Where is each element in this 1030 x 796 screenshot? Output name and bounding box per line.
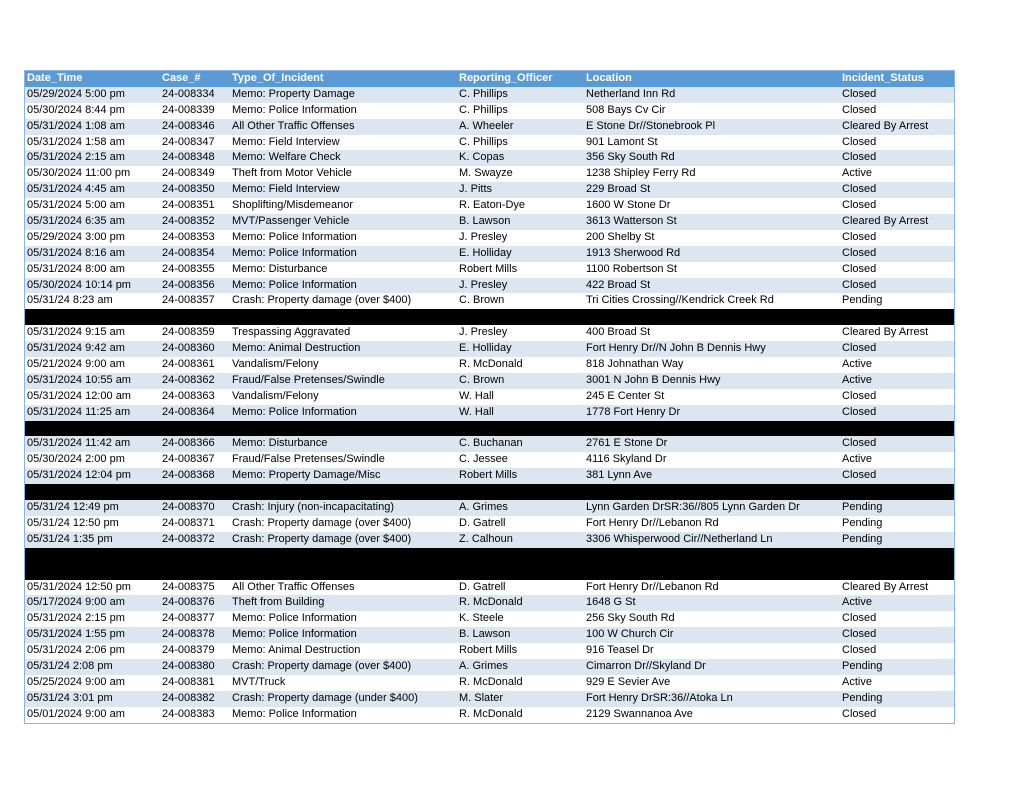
cell-type-of-incident: Memo: Disturbance xyxy=(232,262,328,275)
table-row xyxy=(25,659,954,675)
incident-table xyxy=(24,70,955,724)
cell-case-number: 24-008347 xyxy=(162,135,215,148)
table-row xyxy=(25,214,954,230)
cell-date-time: 05/31/2024 11:25 am xyxy=(27,405,131,418)
cell-type-of-incident: Memo: Police Information xyxy=(232,278,357,291)
redacted-row xyxy=(25,564,954,580)
cell-date-time: 05/31/24 1:35 pm xyxy=(27,532,113,545)
table-row xyxy=(25,325,954,341)
cell-type-of-incident: MVT/Passenger Vehicle xyxy=(232,215,350,228)
cell-reporting-officer: B. Lawson xyxy=(459,215,511,228)
cell-location: 1913 Sherwood Rd xyxy=(586,246,681,259)
cell-case-number: 24-008375 xyxy=(162,580,215,593)
cell-reporting-officer: Robert Mills xyxy=(459,644,518,657)
cell-reporting-officer: R. McDonald xyxy=(459,675,523,688)
cell-type-of-incident: Memo: Police Information xyxy=(232,230,357,243)
cell-reporting-officer: Z. Calhoun xyxy=(459,532,513,545)
cell-reporting-officer: J. Presley xyxy=(459,278,508,291)
cell-date-time: 05/31/24 12:49 pm xyxy=(27,501,119,514)
cell-date-time: 05/31/24 12:50 pm xyxy=(27,516,119,529)
cell-reporting-officer: D. Gatrell xyxy=(459,580,506,593)
table-row xyxy=(25,643,954,659)
header-incident-status: Incident_Status xyxy=(842,72,924,84)
cell-incident-status: Cleared By Arrest xyxy=(842,580,929,593)
cell-location: 356 Sky South Rd xyxy=(586,151,675,164)
table-row xyxy=(25,87,954,103)
cell-incident-status: Closed xyxy=(842,707,877,720)
cell-reporting-officer: W. Hall xyxy=(459,405,494,418)
cell-reporting-officer: J. Pitts xyxy=(459,183,493,196)
cell-location: Tri Cities Crossing//Kendrick Creek Rd xyxy=(586,294,774,307)
cell-incident-status: Closed xyxy=(842,405,877,418)
cell-incident-status: Closed xyxy=(842,278,877,291)
cell-incident-status: Closed xyxy=(842,262,877,275)
cell-incident-status: Active xyxy=(842,358,872,371)
cell-incident-status: Active xyxy=(842,373,872,386)
cell-reporting-officer: C. Brown xyxy=(459,373,505,386)
cell-type-of-incident: MVT/Truck xyxy=(232,675,286,688)
cell-date-time: 05/31/2024 12:04 pm xyxy=(27,469,131,482)
cell-case-number: 24-008364 xyxy=(162,405,215,418)
table-row xyxy=(25,150,954,166)
cell-type-of-incident: Crash: Property damage (over $400) xyxy=(232,294,412,307)
table-row xyxy=(25,135,954,151)
table-row xyxy=(25,691,954,707)
cell-case-number: 24-008379 xyxy=(162,644,215,657)
cell-case-number: 24-008334 xyxy=(162,87,215,100)
cell-location: 2761 E Stone Dr xyxy=(586,437,668,450)
cell-reporting-officer: C. Buchanan xyxy=(459,437,523,450)
cell-type-of-incident: Crash: Property damage (under $400) xyxy=(232,691,418,704)
cell-incident-status: Closed xyxy=(842,612,877,625)
cell-incident-status: Pending xyxy=(842,659,883,672)
cell-case-number: 24-008363 xyxy=(162,389,215,402)
cell-case-number: 24-008356 xyxy=(162,278,215,291)
cell-reporting-officer: J. Presley xyxy=(459,230,508,243)
cell-reporting-officer: A. Grimes xyxy=(459,659,508,672)
cell-location: Fort Henry Dr//Lebanon Rd xyxy=(586,580,719,593)
cell-date-time: 05/31/24 3:01 pm xyxy=(27,691,113,704)
cell-type-of-incident: Memo: Disturbance xyxy=(232,437,328,450)
cell-case-number: 24-008383 xyxy=(162,707,215,720)
redacted-row xyxy=(25,548,954,564)
cell-case-number: 24-008353 xyxy=(162,230,215,243)
cell-type-of-incident: Vandalism/Felony xyxy=(232,389,319,402)
cell-reporting-officer: A. Grimes xyxy=(459,501,508,514)
cell-location: 100 W Church Cir xyxy=(586,628,674,641)
header-type-of-incident: Type_Of_Incident xyxy=(232,72,324,84)
cell-location: Fort Henry DrSR:36//Atoka Ln xyxy=(586,691,733,704)
cell-date-time: 05/31/2024 10:55 am xyxy=(27,373,131,386)
table-row xyxy=(25,532,954,548)
cell-incident-status: Closed xyxy=(842,437,877,450)
cell-type-of-incident: All Other Traffic Offenses xyxy=(232,119,355,132)
cell-case-number: 24-008355 xyxy=(162,262,215,275)
cell-type-of-incident: Memo: Field Interview xyxy=(232,183,340,196)
cell-case-number: 24-008352 xyxy=(162,215,215,228)
cell-incident-status: Cleared By Arrest xyxy=(842,326,929,339)
cell-case-number: 24-008362 xyxy=(162,373,215,386)
cell-location: Fort Henry Dr//Lebanon Rd xyxy=(586,516,719,529)
cell-incident-status: Closed xyxy=(842,151,877,164)
cell-case-number: 24-008370 xyxy=(162,501,215,514)
cell-reporting-officer: R. McDonald xyxy=(459,358,523,371)
cell-incident-status: Closed xyxy=(842,342,877,355)
cell-incident-status: Closed xyxy=(842,87,877,100)
cell-reporting-officer: K. Steele xyxy=(459,612,504,625)
cell-case-number: 24-008366 xyxy=(162,437,215,450)
cell-location: 200 Shelby St xyxy=(586,230,655,243)
table-row xyxy=(25,341,954,357)
cell-reporting-officer: M. Swayze xyxy=(459,167,513,180)
cell-incident-status: Closed xyxy=(842,628,877,641)
cell-incident-status: Pending xyxy=(842,532,883,545)
cell-case-number: 24-008348 xyxy=(162,151,215,164)
cell-location: Lynn Garden DrSR:36//805 Lynn Garden Dr xyxy=(586,501,800,514)
table-row xyxy=(25,405,954,421)
cell-incident-status: Active xyxy=(842,596,872,609)
cell-reporting-officer: Robert Mills xyxy=(459,469,518,482)
cell-case-number: 24-008360 xyxy=(162,342,215,355)
cell-type-of-incident: Memo: Police Information xyxy=(232,707,357,720)
cell-reporting-officer: M. Slater xyxy=(459,691,504,704)
cell-location: 381 Lynn Ave xyxy=(586,469,653,482)
cell-date-time: 05/31/2024 2:15 am xyxy=(27,151,125,164)
cell-reporting-officer: C. Phillips xyxy=(459,103,508,116)
cell-location: 4116 Skyland Dr xyxy=(586,453,667,466)
cell-location: 1648 G St xyxy=(586,596,636,609)
cell-case-number: 24-008339 xyxy=(162,103,215,116)
table-row xyxy=(25,230,954,246)
cell-reporting-officer: R. Eaton-Dye xyxy=(459,199,526,212)
cell-type-of-incident: Memo: Field Interview xyxy=(232,135,340,148)
cell-location: 245 E Center St xyxy=(586,389,665,402)
cell-incident-status: Pending xyxy=(842,516,883,529)
cell-reporting-officer: R. McDonald xyxy=(459,596,523,609)
cell-incident-status: Closed xyxy=(842,103,877,116)
cell-incident-status: Active xyxy=(842,167,872,180)
cell-reporting-officer: W. Hall xyxy=(459,389,494,402)
cell-date-time: 05/31/2024 8:00 am xyxy=(27,262,125,275)
cell-reporting-officer: Robert Mills xyxy=(459,262,518,275)
table-row xyxy=(25,262,954,278)
cell-incident-status: Closed xyxy=(842,246,877,259)
cell-case-number: 24-008381 xyxy=(162,675,215,688)
cell-location: 929 E Sevier Ave xyxy=(586,675,671,688)
cell-reporting-officer: D. Gatrell xyxy=(459,516,506,529)
cell-case-number: 24-008350 xyxy=(162,183,215,196)
cell-location: 3613 Watterson St xyxy=(586,215,677,228)
cell-incident-status: Pending xyxy=(842,294,883,307)
cell-location: 916 Teasel Dr xyxy=(586,644,654,657)
cell-type-of-incident: Memo: Police Information xyxy=(232,628,357,641)
cell-date-time: 05/31/2024 9:15 am xyxy=(27,326,125,339)
cell-location: 400 Broad St xyxy=(586,326,651,339)
table-row xyxy=(25,595,954,611)
cell-type-of-incident: Vandalism/Felony xyxy=(232,358,319,371)
cell-location: 256 Sky South Rd xyxy=(586,612,675,625)
table-row xyxy=(25,182,954,198)
cell-case-number: 24-008368 xyxy=(162,469,215,482)
cell-date-time: 05/31/2024 11:42 am xyxy=(27,437,131,450)
table-row xyxy=(25,103,954,119)
cell-reporting-officer: C. Phillips xyxy=(459,87,508,100)
cell-type-of-incident: Memo: Welfare Check xyxy=(232,151,341,164)
table-row xyxy=(25,389,954,405)
header-date-time: Date_Time xyxy=(27,72,83,84)
table-row xyxy=(25,675,954,691)
cell-type-of-incident: Theft from Motor Vehicle xyxy=(232,167,352,180)
table-row xyxy=(25,452,954,468)
cell-location: 1100 Robertson St xyxy=(586,262,677,275)
cell-date-time: 05/31/2024 1:58 am xyxy=(27,135,125,148)
cell-date-time: 05/31/2024 2:15 pm xyxy=(27,612,125,625)
cell-date-time: 05/31/2024 1:08 am xyxy=(27,119,125,132)
table-row xyxy=(25,516,954,532)
table-row xyxy=(25,707,954,723)
cell-date-time: 05/17/2024 9:00 am xyxy=(27,596,125,609)
cell-location: 1778 Fort Henry Dr xyxy=(586,405,681,418)
cell-incident-status: Closed xyxy=(842,199,877,212)
cell-case-number: 24-008371 xyxy=(162,516,215,529)
table-row xyxy=(25,436,954,452)
cell-date-time: 05/31/2024 5:00 am xyxy=(27,199,125,212)
cell-case-number: 24-008357 xyxy=(162,294,215,307)
cell-date-time: 05/31/2024 9:42 am xyxy=(27,342,125,355)
cell-date-time: 05/31/2024 4:45 am xyxy=(27,183,125,196)
cell-case-number: 24-008346 xyxy=(162,119,215,132)
cell-incident-status: Active xyxy=(842,453,872,466)
cell-type-of-incident: Memo: Police Information xyxy=(232,246,357,259)
cell-type-of-incident: Crash: Property damage (over $400) xyxy=(232,659,412,672)
table-row xyxy=(25,166,954,182)
cell-reporting-officer: A. Wheeler xyxy=(459,119,514,132)
table-row xyxy=(25,627,954,643)
cell-date-time: 05/31/24 8:23 am xyxy=(27,294,113,307)
cell-date-time: 05/30/2024 10:14 pm xyxy=(27,278,131,291)
redacted-row xyxy=(25,421,954,437)
table-body xyxy=(25,87,954,723)
cell-case-number: 24-008382 xyxy=(162,691,215,704)
table-row xyxy=(25,500,954,516)
cell-case-number: 24-008376 xyxy=(162,596,215,609)
cell-case-number: 24-008354 xyxy=(162,246,215,259)
table-row xyxy=(25,611,954,627)
cell-type-of-incident: Memo: Animal Destruction xyxy=(232,644,361,657)
table-row xyxy=(25,278,954,294)
cell-location: 901 Lamont St xyxy=(586,135,658,148)
cell-type-of-incident: Crash: Property damage (over $400) xyxy=(232,516,412,529)
table-row xyxy=(25,198,954,214)
cell-date-time: 05/31/2024 12:00 am xyxy=(27,389,131,402)
cell-date-time: 05/01/2024 9:00 am xyxy=(27,707,125,720)
cell-reporting-officer: R. McDonald xyxy=(459,707,523,720)
cell-location: E Stone Dr//Stonebrook Pl xyxy=(586,119,716,132)
table-row xyxy=(25,373,954,389)
cell-type-of-incident: Memo: Police Information xyxy=(232,405,357,418)
cell-reporting-officer: C. Jessee xyxy=(459,453,508,466)
cell-reporting-officer: E. Holliday xyxy=(459,342,512,355)
cell-case-number: 24-008380 xyxy=(162,659,215,672)
cell-incident-status: Cleared By Arrest xyxy=(842,215,929,228)
cell-type-of-incident: Fraud/False Pretenses/Swindle xyxy=(232,373,385,386)
cell-reporting-officer: J. Presley xyxy=(459,326,508,339)
table-row xyxy=(25,580,954,596)
cell-type-of-incident: Crash: Injury (non-incapacitating) xyxy=(232,501,395,514)
cell-reporting-officer: B. Lawson xyxy=(459,628,511,641)
cell-date-time: 05/31/2024 8:16 am xyxy=(27,246,125,259)
cell-incident-status: Cleared By Arrest xyxy=(842,119,929,132)
cell-type-of-incident: Fraud/False Pretenses/Swindle xyxy=(232,453,385,466)
table-row xyxy=(25,468,954,484)
cell-location: Netherland Inn Rd xyxy=(586,87,676,100)
cell-location: 3001 N John B Dennis Hwy xyxy=(586,373,721,386)
cell-case-number: 24-008378 xyxy=(162,628,215,641)
cell-reporting-officer: E. Holliday xyxy=(459,246,512,259)
cell-date-time: 05/30/2024 8:44 pm xyxy=(27,103,125,116)
cell-case-number: 24-008372 xyxy=(162,532,215,545)
header-case-number: Case_# xyxy=(162,72,201,84)
cell-location: 508 Bays Cv Cir xyxy=(586,103,666,116)
cell-case-number: 24-008367 xyxy=(162,453,215,466)
table-row xyxy=(25,293,954,309)
cell-location: 818 Johnathan Way xyxy=(586,358,684,371)
cell-incident-status: Closed xyxy=(842,135,877,148)
cell-date-time: 05/31/2024 12:50 pm xyxy=(27,580,131,593)
cell-date-time: 05/29/2024 5:00 pm xyxy=(27,87,125,100)
cell-incident-status: Closed xyxy=(842,183,877,196)
cell-date-time: 05/30/2024 2:00 pm xyxy=(27,453,125,466)
table-row xyxy=(25,246,954,262)
cell-date-time: 05/29/2024 3:00 pm xyxy=(27,230,125,243)
table-row xyxy=(25,357,954,373)
cell-incident-status: Active xyxy=(842,675,872,688)
cell-reporting-officer: C. Brown xyxy=(459,294,505,307)
cell-type-of-incident: Memo: Police Information xyxy=(232,612,357,625)
cell-type-of-incident: Memo: Property Damage xyxy=(232,87,355,100)
cell-case-number: 24-008349 xyxy=(162,167,215,180)
redacted-row xyxy=(25,309,954,325)
cell-date-time: 05/21/2024 9:00 am xyxy=(27,358,125,371)
cell-location: 2129 Swannanoa Ave xyxy=(586,707,693,720)
cell-reporting-officer: C. Phillips xyxy=(459,135,508,148)
cell-type-of-incident: Memo: Police Information xyxy=(232,103,357,116)
cell-type-of-incident: Memo: Property Damage/Misc xyxy=(232,469,381,482)
cell-reporting-officer: K. Copas xyxy=(459,151,505,164)
cell-location: 229 Broad St xyxy=(586,183,651,196)
cell-location: 3306 Whisperwood Cir//Netherland Ln xyxy=(586,532,773,545)
cell-type-of-incident: Trespassing Aggravated xyxy=(232,326,351,339)
cell-location: 1238 Shipley Ferry Rd xyxy=(586,167,696,180)
table-header-row xyxy=(25,71,954,87)
cell-date-time: 05/30/2024 11:00 pm xyxy=(27,167,131,180)
cell-location: Cimarron Dr//Skyland Dr xyxy=(586,659,706,672)
cell-case-number: 24-008359 xyxy=(162,326,215,339)
cell-incident-status: Pending xyxy=(842,501,883,514)
cell-date-time: 05/31/2024 1:55 pm xyxy=(27,628,125,641)
cell-type-of-incident: Memo: Animal Destruction xyxy=(232,342,361,355)
redacted-row xyxy=(25,484,954,500)
cell-incident-status: Closed xyxy=(842,230,877,243)
cell-incident-status: Closed xyxy=(842,389,877,402)
cell-type-of-incident: Shoplifting/Misdemeanor xyxy=(232,199,354,212)
cell-type-of-incident: Theft from Building xyxy=(232,596,325,609)
cell-incident-status: Closed xyxy=(842,469,877,482)
cell-case-number: 24-008377 xyxy=(162,612,215,625)
cell-type-of-incident: Crash: Property damage (over $400) xyxy=(232,532,412,545)
cell-incident-status: Closed xyxy=(842,644,877,657)
cell-type-of-incident: All Other Traffic Offenses xyxy=(232,580,355,593)
cell-location: Fort Henry Dr//N John B Dennis Hwy xyxy=(586,342,766,355)
table-row xyxy=(25,119,954,135)
cell-location: 422 Broad St xyxy=(586,278,651,291)
header-location: Location xyxy=(586,72,632,84)
cell-case-number: 24-008351 xyxy=(162,199,215,212)
header-reporting-officer: Reporting_Officer xyxy=(459,72,553,84)
cell-case-number: 24-008361 xyxy=(162,358,215,371)
cell-date-time: 05/31/2024 2:06 pm xyxy=(27,644,125,657)
cell-date-time: 05/25/2024 9:00 am xyxy=(27,675,125,688)
cell-incident-status: Pending xyxy=(842,691,883,704)
cell-date-time: 05/31/24 2:08 pm xyxy=(27,659,113,672)
cell-date-time: 05/31/2024 6:35 am xyxy=(27,215,125,228)
cell-location: 1600 W Stone Dr xyxy=(586,199,671,212)
